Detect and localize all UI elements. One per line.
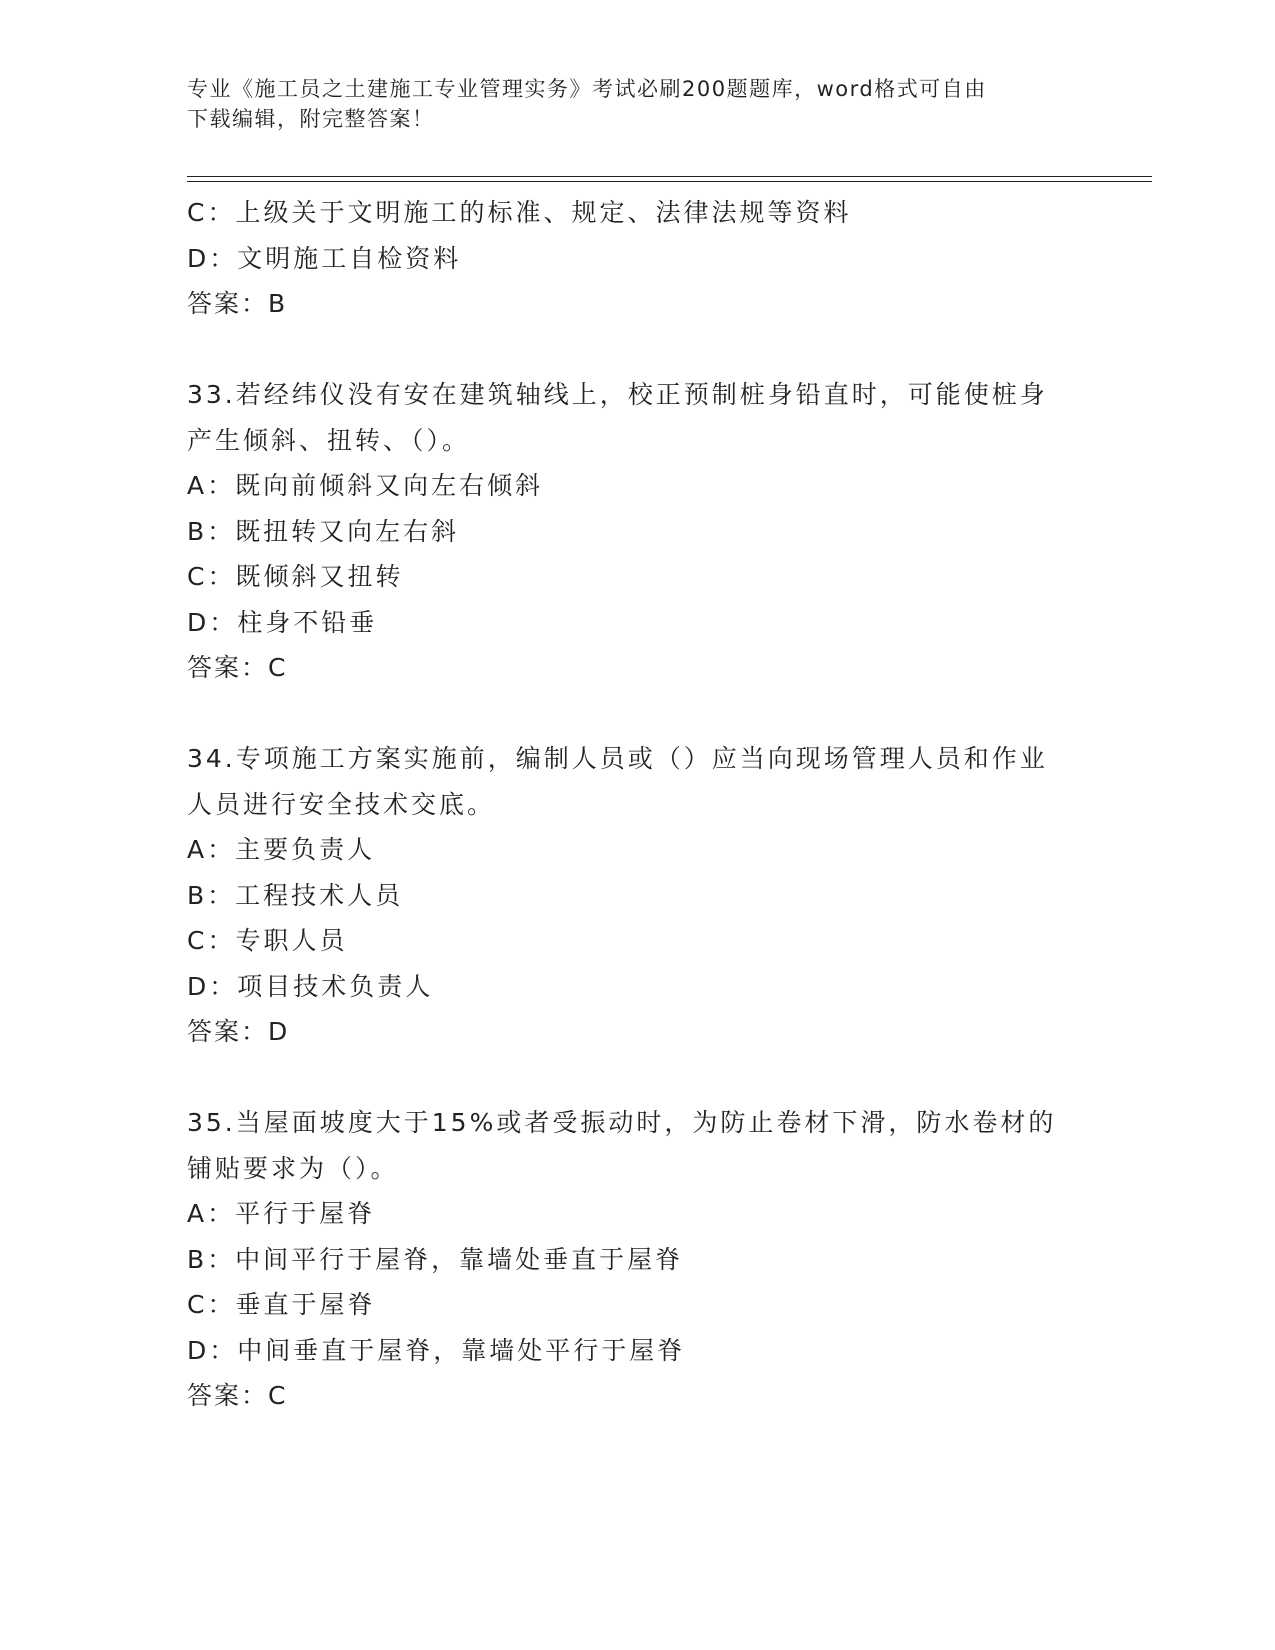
option-b: B：工程技术人员 — [187, 880, 404, 910]
option-c: C：既倾斜又扭转 — [187, 562, 404, 591]
answer-line: 答案：C — [187, 1381, 288, 1410]
question-stem-line-2: 产生倾斜、扭转、（）。 — [187, 425, 471, 455]
spacer — [187, 691, 1087, 737]
option-a: A：平行于屋脊 — [187, 1199, 376, 1228]
option-d: D：项目技术负责人 — [187, 971, 434, 1001]
question-stem-line-1: 33.若经纬仪没有安在建筑轴线上，校正预制桩身铅直时，可能使桩身 — [187, 380, 1048, 409]
header-line-1: 专业《施工员之土建施工专业管理实务》考试必刷200题题库，word格式可自由 — [187, 77, 987, 101]
answer-line: 答案：D — [187, 1017, 290, 1046]
option-d: D：中间垂直于屋脊，靠墙处平行于屋脊 — [187, 1335, 686, 1365]
answer-line: 答案：B — [187, 289, 288, 318]
question-block-34 — [187, 736, 1087, 1055]
answer-line: 答案：C — [187, 653, 288, 682]
header-line-2: 下载编辑，附完整答案！ — [187, 107, 435, 131]
spacer — [187, 1055, 1087, 1101]
option-d: D：文明施工自检资料 — [187, 243, 462, 273]
question-block-32 — [187, 190, 1087, 327]
option-a: A：既向前倾斜又向左右倾斜 — [187, 471, 544, 500]
question-stem-line-1: 35.当屋面坡度大于15%或者受振动时，为防止卷材下滑，防水卷材的 — [187, 1108, 1057, 1137]
header-rule-top — [187, 176, 1152, 177]
header-rule-bottom — [187, 181, 1152, 182]
option-c: C：专职人员 — [187, 926, 348, 955]
option-b: B：中间平行于屋脊，靠墙处垂直于屋脊 — [187, 1244, 684, 1274]
document-header — [187, 74, 1067, 134]
option-c: C：上级关于文明施工的标准、规定、法律法规等资料 — [187, 198, 852, 227]
question-stem-line-1: 34.专项施工方案实施前，编制人员或（）应当向现场管理人员和作业 — [187, 744, 1048, 773]
option-b: B：既扭转又向左右斜 — [187, 516, 460, 546]
document-body — [187, 190, 1087, 1419]
option-c: C：垂直于屋脊 — [187, 1290, 376, 1319]
spacer — [187, 327, 1087, 373]
option-a: A：主要负责人 — [187, 835, 376, 864]
question-block-35 — [187, 1100, 1087, 1419]
option-d: D：柱身不铅垂 — [187, 607, 378, 637]
question-stem-line-2: 人员进行安全技术交底。 — [187, 789, 496, 819]
question-block-33 — [187, 372, 1087, 691]
question-stem-line-2: 铺贴要求为（）。 — [187, 1153, 399, 1183]
